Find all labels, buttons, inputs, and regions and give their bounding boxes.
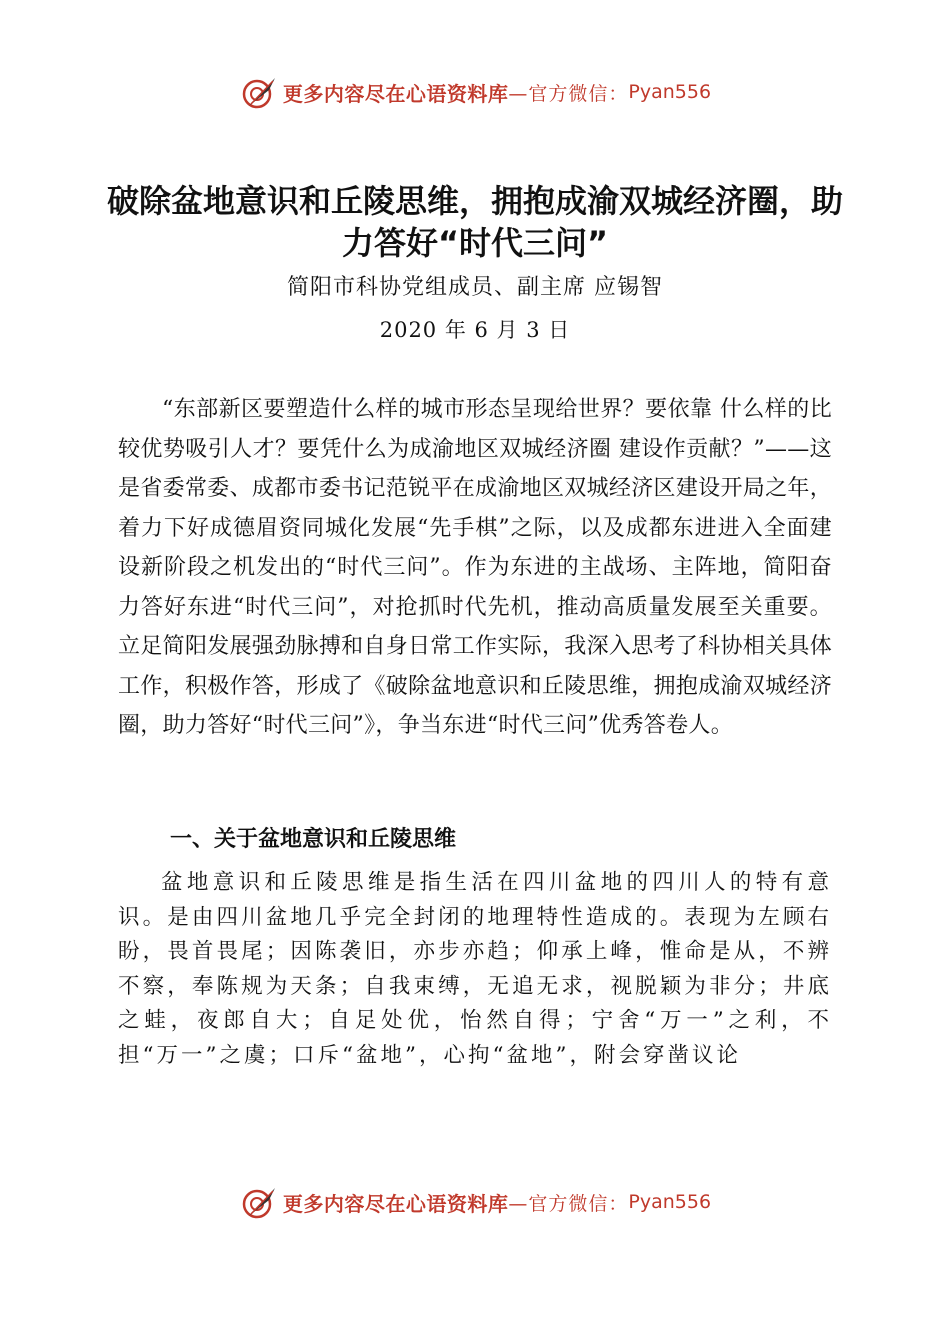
watermark-banner-bottom	[0, 1180, 950, 1224]
banner-sub-text: —官方微信：	[508, 1192, 629, 1215]
banner-main-text: 更多内容尽在心语资料库	[282, 1191, 509, 1216]
banner-main-text: 更多内容尽在心语资料库	[282, 81, 509, 106]
banner-sub-text: —官方微信：	[508, 82, 629, 105]
watermark-banner-top	[0, 70, 950, 114]
banner-wechat-id: Pyan556	[628, 1191, 712, 1213]
banner-wechat-id: Pyan556	[628, 81, 712, 103]
document-title: 破除盆地意识和丘陵思维，拥抱成渝双城经济圈，助力答好“时代三问”	[106, 182, 843, 262]
section-heading-1: 一、关于盆地意识和丘陵思维	[170, 827, 457, 852]
section-1-paragraph: 盆地意识和丘陵思维是指生活在四川盆地的四川人的特有意识。是由四川盆地几乎完全封闭的地理特性造成的。表现为左顾右盼，畏首畏尾；因陈袭旧，亦步亦趋；仰承上峰，惟命是从，不辨不察，奉陈规为天条；自我束缚，无追无求，视脱颖为非分；井底之蛙，夜郎自大；自足处优，怡然自得；宁舍“万一”之利，不担“万一”之虞；口斥“盆地”，心拘“盆地”，附会穿凿议论	[118, 870, 832, 1068]
quill-logo-icon	[239, 1182, 279, 1222]
document-author: 简阳市科协党组成员、副主席 应锡智	[287, 275, 663, 300]
intro-paragraph: “东部新区要塑造什么样的城市形态呈现给世界？要依靠 什么样的比较优势吸引人才？要凭什么为成渝地区双城经济圈 建设作贡献？”——这是省委常委、成都市委书记范锐平在成渝地区双城经济区建设开局之年，着力下好成德眉资同城化发展“先手棋”之际，以及成都东进进入全面建设新阶段之机发出的“时代三问”。作为东进的主战场、主阵地，简阳奋力答好东进“时代三问”，对抢抓时代先机，推动高质量发展至关重要。立足简阳发展强劲脉搏和自身日常工作实际，我深入思考了科协相关具体工作，积极作答，形成了《破除盆地意识和丘陵思维，拥抱成渝双城经济圈，助力答好“时代三问”》，争当东进“时代三问”优秀答卷人。	[118, 397, 832, 738]
document-date: 2020 年 6 月 3 日	[379, 318, 571, 342]
quill-logo-icon	[239, 72, 279, 112]
